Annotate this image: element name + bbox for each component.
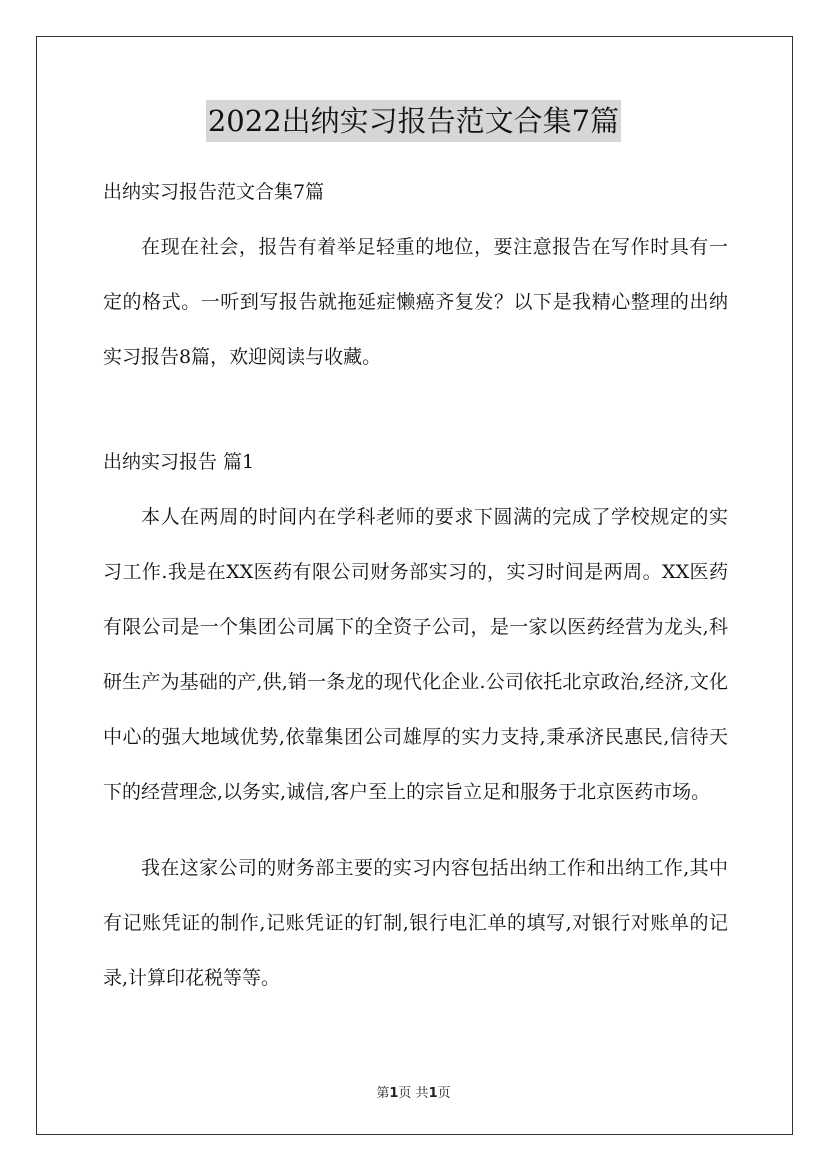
document-subtitle: 出纳实习报告范文合集7篇 (103, 181, 325, 203)
document-title: 2022出纳实习报告范文合集7篇 (206, 100, 621, 142)
title-container (0, 100, 827, 142)
footer-page-suffix: 页 (437, 1086, 451, 1101)
footer-page-total: 1 (428, 1086, 438, 1101)
body-paragraph-2: 我在这家公司的财务部主要的实习内容包括出纳工作和出纳工作,其中有记账凭证的制作,记账凭证的钉制,银行电汇单的填写,对银行对账单的记录,计算印花税等等。 (103, 857, 728, 989)
page-footer (0, 1082, 827, 1101)
body-paragraph-1: 本人在两周的时间内在学科老师的要求下圆满的完成了学校规定的实习工作.我是在XX医药有限公司财务部实习的，实习时间是两周。XX医药有限公司是一个集团公司属下的全资子公司，是一家以医药经营为龙头,科研生产为基础的产,供,销一条龙的现代化企业.公司依托北京政治,经济,文化中心的强大地域优势,依靠集团公司雄厚的实力支持,秉承济民惠民,信待天下的经营理念,以务实,诚信,客户至上的宗旨立足和服务于北京医药市场。 (103, 506, 728, 803)
footer-page-current: 1 (389, 1086, 399, 1101)
intro-paragraph: 在现在社会，报告有着举足轻重的地位，要注意报告在写作时具有一定的格式。一听到写报告就拖延症懒癌齐复发？以下是我精心整理的出纳实习报告8篇，欢迎阅读与收藏。 (103, 236, 728, 368)
document-body (103, 175, 728, 1006)
section-heading: 出纳实习报告 篇1 (103, 451, 255, 473)
footer-page-mid: 页 共 (398, 1086, 429, 1101)
footer-page-prefix: 第 (376, 1086, 390, 1101)
